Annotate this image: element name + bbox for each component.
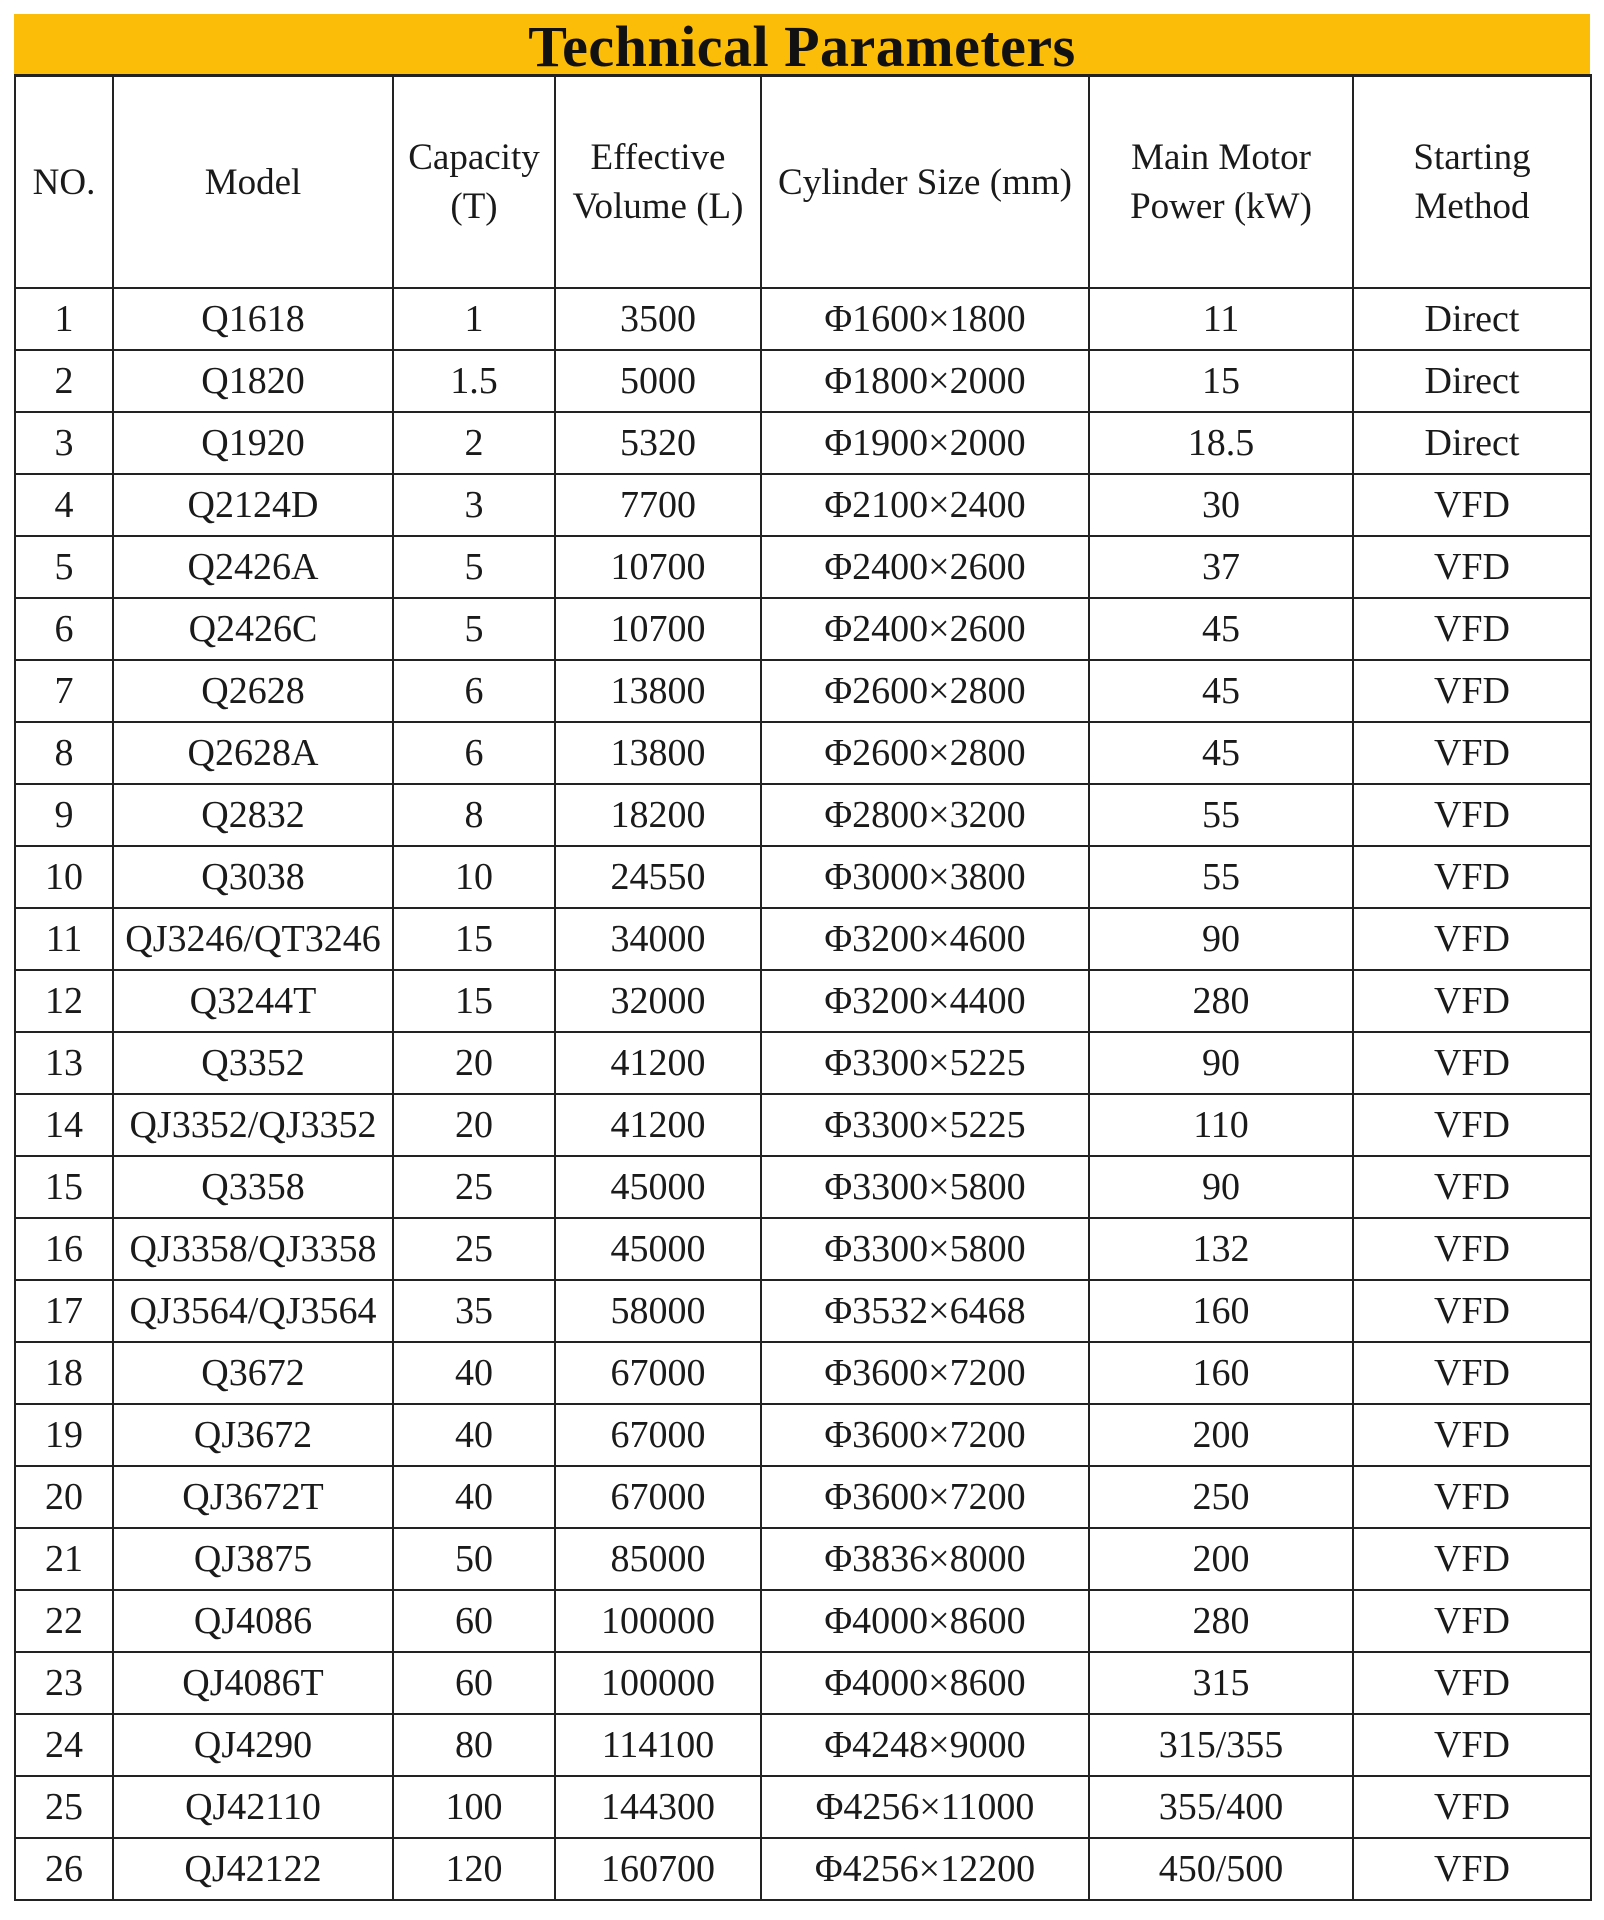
- cell-cylinder-size: Φ3300×5800: [761, 1156, 1089, 1218]
- cell-starting-method: VFD: [1353, 1280, 1591, 1342]
- column-header-starting-method: [1353, 76, 1591, 289]
- cell-motor-power: 280: [1089, 970, 1353, 1032]
- table-row: [15, 1466, 1591, 1528]
- cell-cylinder-size: Φ4256×11000: [761, 1776, 1089, 1838]
- cell-effective-volume: 45000: [555, 1156, 761, 1218]
- cell-capacity: 25: [393, 1218, 555, 1280]
- cell-effective-volume: 160700: [555, 1838, 761, 1900]
- cell-capacity: 1.5: [393, 350, 555, 412]
- cell-effective-volume: 10700: [555, 536, 761, 598]
- cell-capacity: 35: [393, 1280, 555, 1342]
- cell-effective-volume: 32000: [555, 970, 761, 1032]
- table-row: [15, 1838, 1591, 1900]
- cell-capacity: 6: [393, 660, 555, 722]
- cell-motor-power: 90: [1089, 908, 1353, 970]
- cell-starting-method: VFD: [1353, 1652, 1591, 1714]
- column-header-line: Power (kW): [1130, 186, 1312, 227]
- cell-model: Q2832: [113, 784, 393, 846]
- table-row: [15, 1094, 1591, 1156]
- cell-capacity: 15: [393, 970, 555, 1032]
- table-row: [15, 1776, 1591, 1838]
- cell-no: 13: [15, 1032, 113, 1094]
- cell-motor-power: 18.5: [1089, 412, 1353, 474]
- cell-starting-method: VFD: [1353, 784, 1591, 846]
- cell-model: QJ42122: [113, 1838, 393, 1900]
- cell-model: Q2426C: [113, 598, 393, 660]
- cell-no: 3: [15, 412, 113, 474]
- cell-cylinder-size: Φ3600×7200: [761, 1342, 1089, 1404]
- cell-model: QJ3564/QJ3564: [113, 1280, 393, 1342]
- column-header-line: Cylinder Size (mm): [778, 161, 1072, 203]
- cell-capacity: 60: [393, 1590, 555, 1652]
- cell-motor-power: 90: [1089, 1032, 1353, 1094]
- column-header-capacity: [393, 76, 555, 289]
- cell-model: Q1618: [113, 288, 393, 350]
- cell-capacity: 2: [393, 412, 555, 474]
- table-row: [15, 288, 1591, 350]
- cell-cylinder-size: Φ3836×8000: [761, 1528, 1089, 1590]
- cell-cylinder-size: Φ1600×1800: [761, 288, 1089, 350]
- table-row: [15, 1652, 1591, 1714]
- table-row: [15, 1342, 1591, 1404]
- cell-effective-volume: 7700: [555, 474, 761, 536]
- cell-capacity: 1: [393, 288, 555, 350]
- cell-motor-power: 250: [1089, 1466, 1353, 1528]
- cell-effective-volume: 10700: [555, 598, 761, 660]
- column-header-no: [15, 76, 113, 289]
- cell-effective-volume: 13800: [555, 660, 761, 722]
- cell-model: QJ3672T: [113, 1466, 393, 1528]
- table-row: [15, 474, 1591, 536]
- cell-model: Q3038: [113, 846, 393, 908]
- cell-capacity: 40: [393, 1466, 555, 1528]
- table-body: [15, 288, 1591, 1900]
- cell-model: QJ4086T: [113, 1652, 393, 1714]
- cell-capacity: 60: [393, 1652, 555, 1714]
- cell-no: 11: [15, 908, 113, 970]
- cell-no: 23: [15, 1652, 113, 1714]
- cell-capacity: 8: [393, 784, 555, 846]
- cell-capacity: 6: [393, 722, 555, 784]
- table-row: [15, 970, 1591, 1032]
- cell-model: Q2426A: [113, 536, 393, 598]
- cell-motor-power: 132: [1089, 1218, 1353, 1280]
- cell-motor-power: 280: [1089, 1590, 1353, 1652]
- cell-effective-volume: 5000: [555, 350, 761, 412]
- cell-effective-volume: 18200: [555, 784, 761, 846]
- column-header-effective-volume: [555, 76, 761, 289]
- cell-cylinder-size: Φ3200×4600: [761, 908, 1089, 970]
- cell-cylinder-size: Φ1900×2000: [761, 412, 1089, 474]
- cell-no: 18: [15, 1342, 113, 1404]
- cell-no: 10: [15, 846, 113, 908]
- cell-model: QJ4290: [113, 1714, 393, 1776]
- cell-motor-power: 30: [1089, 474, 1353, 536]
- cell-model: Q3358: [113, 1156, 393, 1218]
- cell-capacity: 120: [393, 1838, 555, 1900]
- cell-no: 19: [15, 1404, 113, 1466]
- cell-no: 17: [15, 1280, 113, 1342]
- cell-motor-power: 45: [1089, 722, 1353, 784]
- cell-model: QJ3358/QJ3358: [113, 1218, 393, 1280]
- cell-motor-power: 37: [1089, 536, 1353, 598]
- header-row: [15, 76, 1591, 289]
- cell-no: 14: [15, 1094, 113, 1156]
- cell-capacity: 80: [393, 1714, 555, 1776]
- cell-starting-method: VFD: [1353, 598, 1591, 660]
- cell-no: 25: [15, 1776, 113, 1838]
- cell-no: 24: [15, 1714, 113, 1776]
- column-header-line: Effective: [590, 137, 726, 178]
- cell-starting-method: VFD: [1353, 1218, 1591, 1280]
- cell-capacity: 25: [393, 1156, 555, 1218]
- cell-cylinder-size: Φ4248×9000: [761, 1714, 1089, 1776]
- cell-motor-power: 200: [1089, 1528, 1353, 1590]
- cell-capacity: 40: [393, 1342, 555, 1404]
- cell-cylinder-size: Φ3600×7200: [761, 1404, 1089, 1466]
- table-row: [15, 412, 1591, 474]
- cell-motor-power: 45: [1089, 598, 1353, 660]
- cell-model: QJ42110: [113, 1776, 393, 1838]
- cell-cylinder-size: Φ3532×6468: [761, 1280, 1089, 1342]
- cell-starting-method: VFD: [1353, 1590, 1591, 1652]
- cell-motor-power: 450/500: [1089, 1838, 1353, 1900]
- cell-model: Q2124D: [113, 474, 393, 536]
- column-header-model: [113, 76, 393, 289]
- cell-no: 22: [15, 1590, 113, 1652]
- cell-cylinder-size: Φ3300×5225: [761, 1094, 1089, 1156]
- column-header-line: Model: [204, 161, 302, 203]
- column-header-line: Starting: [1413, 137, 1531, 178]
- cell-starting-method: VFD: [1353, 1156, 1591, 1218]
- cell-motor-power: 200: [1089, 1404, 1353, 1466]
- cell-capacity: 3: [393, 474, 555, 536]
- cell-model: QJ3672: [113, 1404, 393, 1466]
- cell-no: 20: [15, 1466, 113, 1528]
- cell-starting-method: VFD: [1353, 1404, 1591, 1466]
- cell-motor-power: 11: [1089, 288, 1353, 350]
- cell-no: 21: [15, 1528, 113, 1590]
- cell-effective-volume: 67000: [555, 1342, 761, 1404]
- table-row: [15, 660, 1591, 722]
- cell-model: Q2628: [113, 660, 393, 722]
- cell-starting-method: VFD: [1353, 908, 1591, 970]
- cell-model: QJ3246/QT3246: [113, 908, 393, 970]
- cell-cylinder-size: Φ2600×2800: [761, 660, 1089, 722]
- cell-cylinder-size: Φ2100×2400: [761, 474, 1089, 536]
- cell-starting-method: VFD: [1353, 1094, 1591, 1156]
- cell-no: 4: [15, 474, 113, 536]
- column-header-line: Volume (L): [572, 186, 744, 227]
- column-header-line: (T): [450, 186, 498, 227]
- cell-starting-method: VFD: [1353, 1528, 1591, 1590]
- table-row: [15, 1590, 1591, 1652]
- cell-cylinder-size: Φ1800×2000: [761, 350, 1089, 412]
- table-row: [15, 846, 1591, 908]
- cell-motor-power: 355/400: [1089, 1776, 1353, 1838]
- cell-cylinder-size: Φ2600×2800: [761, 722, 1089, 784]
- cell-model: Q2628A: [113, 722, 393, 784]
- cell-model: QJ3352/QJ3352: [113, 1094, 393, 1156]
- cell-effective-volume: 45000: [555, 1218, 761, 1280]
- cell-cylinder-size: Φ4000×8600: [761, 1590, 1089, 1652]
- table-row: [15, 908, 1591, 970]
- cell-starting-method: VFD: [1353, 722, 1591, 784]
- cell-motor-power: 45: [1089, 660, 1353, 722]
- cell-model: Q3352: [113, 1032, 393, 1094]
- column-header-line: Method: [1414, 186, 1530, 227]
- cell-effective-volume: 34000: [555, 908, 761, 970]
- cell-effective-volume: 67000: [555, 1466, 761, 1528]
- table-row: [15, 1528, 1591, 1590]
- table-row: [15, 1404, 1591, 1466]
- cell-cylinder-size: Φ3000×3800: [761, 846, 1089, 908]
- cell-effective-volume: 100000: [555, 1652, 761, 1714]
- table-row: [15, 1280, 1591, 1342]
- cell-no: 1: [15, 288, 113, 350]
- cell-no: 26: [15, 1838, 113, 1900]
- table-title: Technical Parameters: [14, 14, 1590, 74]
- column-header-cylinder-size: [761, 76, 1089, 289]
- cell-cylinder-size: Φ4256×12200: [761, 1838, 1089, 1900]
- table-row: [15, 784, 1591, 846]
- cell-starting-method: Direct: [1353, 412, 1591, 474]
- cell-motor-power: 90: [1089, 1156, 1353, 1218]
- cell-capacity: 40: [393, 1404, 555, 1466]
- cell-starting-method: VFD: [1353, 1466, 1591, 1528]
- cell-starting-method: VFD: [1353, 1776, 1591, 1838]
- cell-effective-volume: 41200: [555, 1094, 761, 1156]
- cell-model: QJ4086: [113, 1590, 393, 1652]
- cell-no: 5: [15, 536, 113, 598]
- column-header-line: Main Motor: [1131, 137, 1311, 178]
- column-header-line: Capacity: [408, 137, 540, 178]
- cell-capacity: 20: [393, 1094, 555, 1156]
- parameters-table: [14, 74, 1592, 1901]
- cell-no: 6: [15, 598, 113, 660]
- cell-model: Q3672: [113, 1342, 393, 1404]
- cell-motor-power: 160: [1089, 1280, 1353, 1342]
- cell-effective-volume: 67000: [555, 1404, 761, 1466]
- table-row: [15, 1714, 1591, 1776]
- table-row: [15, 1218, 1591, 1280]
- cell-starting-method: VFD: [1353, 660, 1591, 722]
- table-row: [15, 1032, 1591, 1094]
- cell-capacity: 5: [393, 598, 555, 660]
- cell-capacity: 20: [393, 1032, 555, 1094]
- cell-motor-power: 15: [1089, 350, 1353, 412]
- cell-no: 7: [15, 660, 113, 722]
- cell-starting-method: VFD: [1353, 474, 1591, 536]
- cell-motor-power: 315/355: [1089, 1714, 1353, 1776]
- cell-effective-volume: 58000: [555, 1280, 761, 1342]
- cell-effective-volume: 3500: [555, 288, 761, 350]
- cell-starting-method: VFD: [1353, 1342, 1591, 1404]
- cell-motor-power: 55: [1089, 846, 1353, 908]
- cell-starting-method: Direct: [1353, 350, 1591, 412]
- cell-effective-volume: 85000: [555, 1528, 761, 1590]
- cell-capacity: 100: [393, 1776, 555, 1838]
- cell-capacity: 15: [393, 908, 555, 970]
- cell-motor-power: 315: [1089, 1652, 1353, 1714]
- cell-no: 2: [15, 350, 113, 412]
- cell-capacity: 5: [393, 536, 555, 598]
- table-row: [15, 598, 1591, 660]
- cell-cylinder-size: Φ2400×2600: [761, 598, 1089, 660]
- cell-effective-volume: 5320: [555, 412, 761, 474]
- cell-cylinder-size: Φ4000×8600: [761, 1652, 1089, 1714]
- cell-cylinder-size: Φ3300×5800: [761, 1218, 1089, 1280]
- cell-starting-method: VFD: [1353, 970, 1591, 1032]
- cell-starting-method: VFD: [1353, 846, 1591, 908]
- cell-effective-volume: 13800: [555, 722, 761, 784]
- cell-effective-volume: 41200: [555, 1032, 761, 1094]
- cell-no: 9: [15, 784, 113, 846]
- cell-starting-method: Direct: [1353, 288, 1591, 350]
- cell-starting-method: VFD: [1353, 1032, 1591, 1094]
- cell-model: Q1820: [113, 350, 393, 412]
- cell-no: 15: [15, 1156, 113, 1218]
- cell-model: QJ3875: [113, 1528, 393, 1590]
- column-header-line: NO.: [32, 161, 96, 203]
- column-header-motor-power: [1089, 76, 1353, 289]
- cell-effective-volume: 100000: [555, 1590, 761, 1652]
- cell-no: 16: [15, 1218, 113, 1280]
- cell-capacity: 10: [393, 846, 555, 908]
- cell-capacity: 50: [393, 1528, 555, 1590]
- cell-cylinder-size: Φ3600×7200: [761, 1466, 1089, 1528]
- table-row: [15, 722, 1591, 784]
- table-row: [15, 350, 1591, 412]
- cell-motor-power: 160: [1089, 1342, 1353, 1404]
- cell-starting-method: VFD: [1353, 1838, 1591, 1900]
- cell-no: 12: [15, 970, 113, 1032]
- cell-no: 8: [15, 722, 113, 784]
- table-row: [15, 536, 1591, 598]
- cell-motor-power: 55: [1089, 784, 1353, 846]
- cell-cylinder-size: Φ3300×5225: [761, 1032, 1089, 1094]
- cell-starting-method: VFD: [1353, 536, 1591, 598]
- cell-starting-method: VFD: [1353, 1714, 1591, 1776]
- cell-effective-volume: 24550: [555, 846, 761, 908]
- cell-effective-volume: 114100: [555, 1714, 761, 1776]
- cell-cylinder-size: Φ2800×3200: [761, 784, 1089, 846]
- cell-model: Q1920: [113, 412, 393, 474]
- table-row: [15, 1156, 1591, 1218]
- cell-cylinder-size: Φ2400×2600: [761, 536, 1089, 598]
- cell-cylinder-size: Φ3200×4400: [761, 970, 1089, 1032]
- parameter-sheet: [14, 14, 1590, 1901]
- cell-effective-volume: 144300: [555, 1776, 761, 1838]
- cell-model: Q3244T: [113, 970, 393, 1032]
- cell-motor-power: 110: [1089, 1094, 1353, 1156]
